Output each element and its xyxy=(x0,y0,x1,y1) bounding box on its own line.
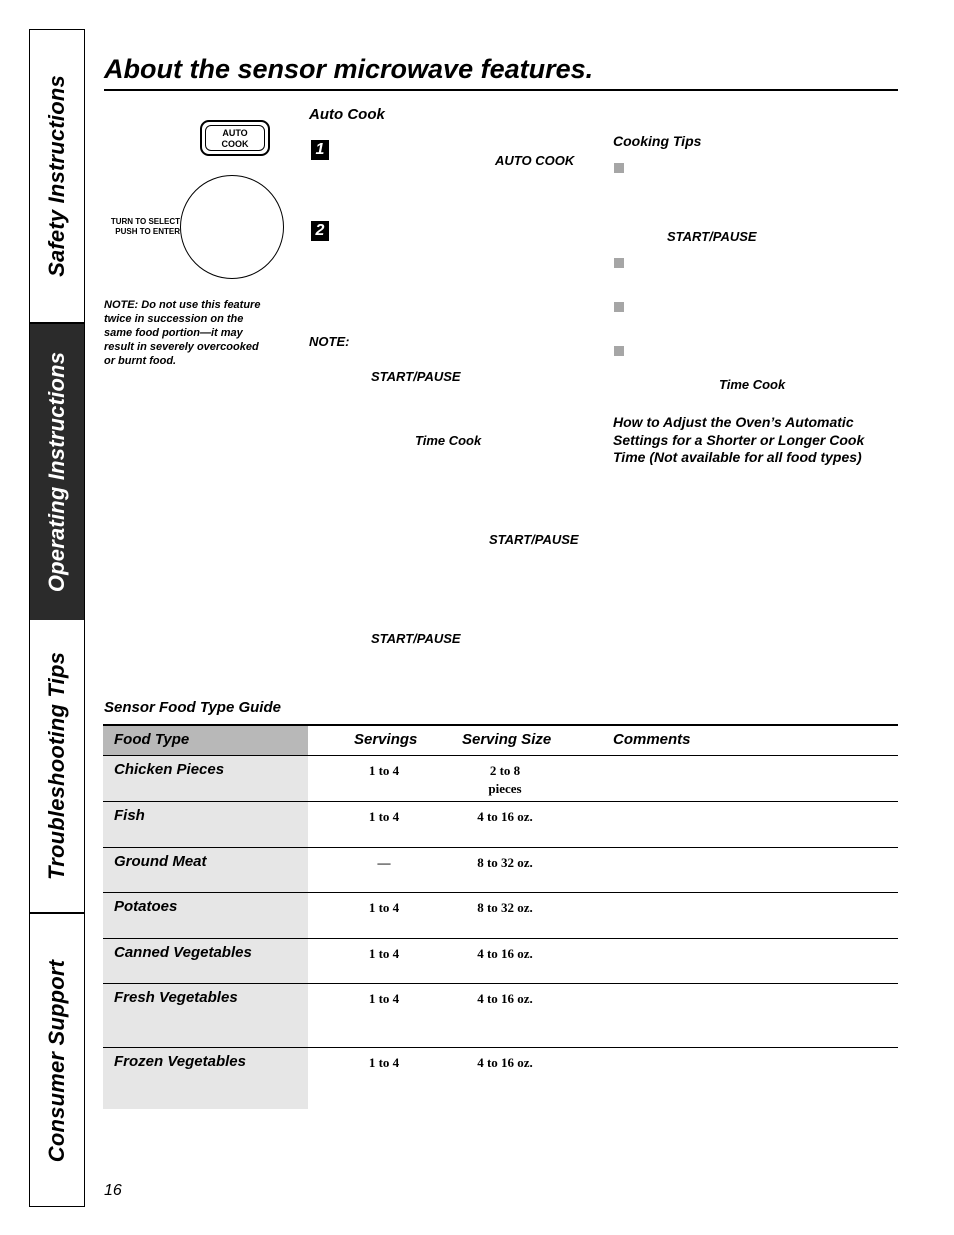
tab-label: Operating Instructions xyxy=(44,351,69,593)
dial-label: TURN TO SELECT PUSH TO ENTER xyxy=(110,217,180,236)
bullet-square-icon xyxy=(614,258,624,268)
table-row xyxy=(103,984,898,1048)
tab-consumer-support[interactable] xyxy=(30,914,84,1208)
table-row xyxy=(103,756,898,802)
keyword-start-pause: START/PAUSE xyxy=(371,631,461,646)
table-row xyxy=(103,802,898,848)
keyword-auto-cook: AUTO COOK xyxy=(495,153,575,168)
servings-cell: 1 to 4 xyxy=(368,900,400,915)
header-comments: Comments xyxy=(613,731,691,748)
serving-size-cell: 4 to 16 oz. xyxy=(477,1055,533,1070)
cooking-tips-heading: Cooking Tips xyxy=(613,133,702,149)
select-dial-illustration xyxy=(180,175,284,279)
tab-operating-instructions[interactable] xyxy=(30,324,84,620)
sensor-food-table xyxy=(103,724,898,1109)
header-food-type: Food Type xyxy=(114,731,190,748)
tab-label: Troubleshooting Tips xyxy=(44,651,70,881)
header-servings: Servings xyxy=(354,731,418,748)
food-type-cell: Canned Vegetables xyxy=(114,944,252,961)
serving-size-cell: 8 to 32 oz. xyxy=(477,900,533,915)
keyword-time-cook: Time Cook xyxy=(719,377,786,392)
keyword-start-pause: START/PAUSE xyxy=(371,369,461,384)
page-number: 16 xyxy=(104,1182,122,1199)
auto-cook-heading: Auto Cook xyxy=(309,106,385,123)
auto-cook-button-label: AUTO COOK xyxy=(205,125,265,151)
servings-cell: 1 to 4 xyxy=(368,991,400,1006)
servings-cell: 1 to 4 xyxy=(368,1055,400,1070)
tab-troubleshooting-tips[interactable] xyxy=(30,620,84,914)
tab-label: Safety Instructions xyxy=(44,75,69,277)
food-type-cell: Potatoes xyxy=(114,898,178,915)
serving-size-cell: 2 to 8 pieces xyxy=(488,763,522,796)
table-row xyxy=(103,848,898,893)
food-type-cell: Chicken Pieces xyxy=(114,761,225,778)
keyword-start-pause: START/PAUSE xyxy=(489,532,579,547)
bullet-square-icon xyxy=(614,346,624,356)
food-type-cell: Fish xyxy=(114,807,145,824)
keyword-start-pause: START/PAUSE xyxy=(667,229,757,244)
step-number-2: 2 xyxy=(311,221,329,241)
table-row xyxy=(103,1048,898,1109)
serving-size-cell: 4 to 16 oz. xyxy=(477,946,533,961)
food-type-cell: Fresh Vegetables xyxy=(114,989,238,1006)
adjust-settings-heading: How to Adjust the Oven’s Automatic Settings for a Shorter or Longer Cook Time (Not available for all food types) xyxy=(613,414,865,465)
serving-size-cell: 4 to 16 oz. xyxy=(477,809,533,824)
tab-label: Consumer Support xyxy=(44,959,69,1163)
table-header-row xyxy=(103,726,898,756)
serving-size-cell: 8 to 32 oz. xyxy=(477,855,533,870)
table-row xyxy=(103,893,898,939)
servings-cell: — xyxy=(377,855,391,870)
bullet-square-icon xyxy=(614,163,624,173)
title-divider xyxy=(104,89,898,91)
header-serving-size: Serving Size xyxy=(462,731,552,748)
page-title: About the sensor microwave features. xyxy=(104,54,594,84)
left-note: NOTE: Do not use this feature twice in succession on the same food portion—it may result in severely overcooked or burnt food. xyxy=(104,299,261,367)
servings-cell: 1 to 4 xyxy=(368,763,400,778)
servings-cell: 1 to 4 xyxy=(368,809,400,824)
food-type-cell: Frozen Vegetables xyxy=(114,1053,246,1070)
step-number-1: 1 xyxy=(311,140,329,160)
servings-cell: 1 to 4 xyxy=(368,946,400,961)
food-type-cell: Ground Meat xyxy=(114,853,207,870)
note-label: NOTE: xyxy=(309,334,350,349)
guide-title: Sensor Food Type Guide xyxy=(104,699,281,716)
table-row xyxy=(103,939,898,984)
auto-cook-button-illustration xyxy=(200,120,270,156)
keyword-time-cook: Time Cook xyxy=(415,433,482,448)
bullet-square-icon xyxy=(614,302,624,312)
serving-size-cell: 4 to 16 oz. xyxy=(477,991,533,1006)
section-sidebar xyxy=(29,29,85,1207)
tab-safety-instructions[interactable] xyxy=(30,30,84,324)
